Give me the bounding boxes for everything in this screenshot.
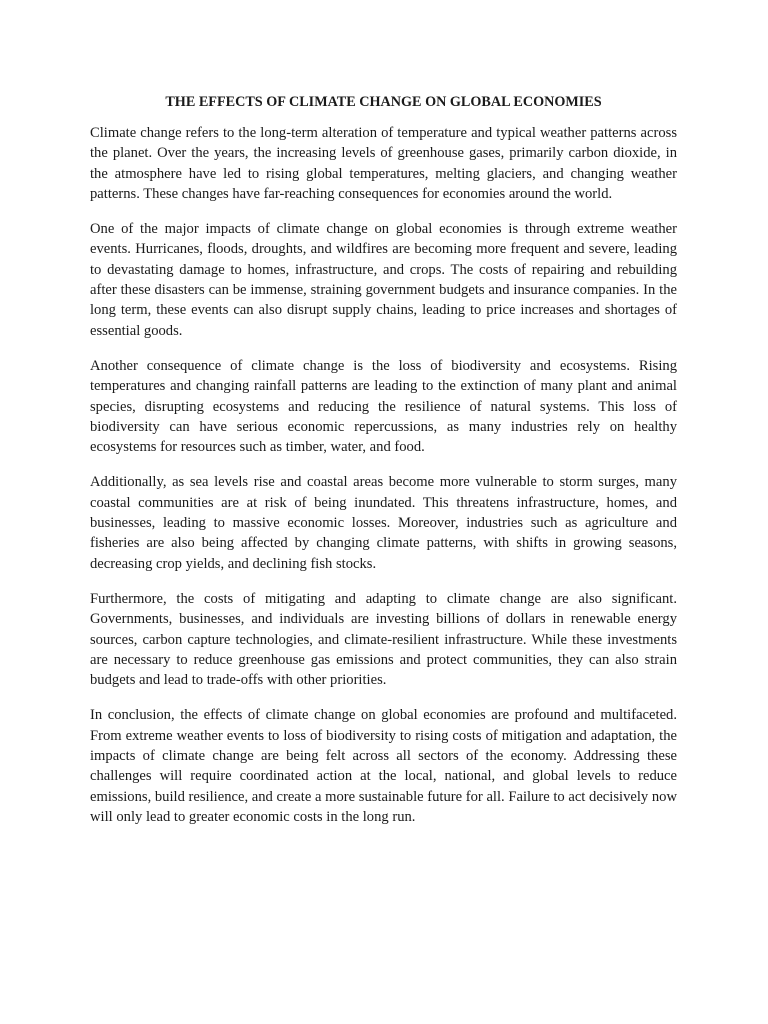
paragraph-biodiversity: Another consequence of climate change is the loss of biodiversity and ecosystems. Rising temperatures and changing rainfall patterns are leading to the extinction of many plant and animal species, disrupting ecosystems and reducing the resilience of natural systems. This loss of biodiversity can have serious economic repercussions, as many industries rely on healthy ecosystems for resources such as timber, water, and food. (90, 357, 677, 456)
paragraph-sea-levels: Additionally, as sea levels rise and coastal areas become more vulnerable to storm surges, many coastal communities are at risk of being inundated. This threatens infrastructure, homes, and businesses, leading to massive economic losses. Moreover, industries such as agriculture and fisheries are also being affected by changing climate patterns, with shifts in growing seasons, decreasing crop yields, and declining fish stocks. (90, 474, 677, 572)
document-body (90, 93, 677, 842)
document-title: THE EFFECTS OF CLIMATE CHANGE ON GLOBAL ECONOMIES (165, 94, 602, 110)
paragraph-conclusion: In conclusion, the effects of climate change on global economies are profound and multifaceted. From extreme weather events to loss of biodiversity to rising costs of mitigation and adaptation, the impacts of climate change are being felt across all sectors of the economy. Addressing these challenges will require coordinated action at the local, national, and global levels to reduce emissions, build resilience, and create a more sustainable future for all. Failure to act decisively now will only lead to greater economic costs in the long run. (90, 707, 677, 825)
paragraph-mitigation-costs: Furthermore, the costs of mitigating and adapting to climate change are also significant. Governments, businesses, and individuals are investing billions of dollars in renewable energy sources, carbon capture technologies, and climate-resilient infrastructure. While these investments are necessary to reduce greenhouse gas emissions and protect communities, they can also strain budgets and lead to trade-offs with other priorities. (90, 590, 677, 689)
paragraph-introduction: Climate change refers to the long-term alteration of temperature and typical weather patterns across the planet. Over the years, the increasing levels of greenhouse gases, primarily carbon dioxide, in the atmosphere have led to rising global temperatures, melting glaciers, and changing weather patterns. These changes have far-reaching consequences for economies around the world. (90, 125, 677, 202)
paragraph-extreme-weather: One of the major impacts of climate change on global economies is through extreme weather events. Hurricanes, floods, droughts, and wildfires are becoming more frequent and severe, leading to devastating damage to homes, infrastructure, and crops. The costs of repairing and rebuilding after these disasters can be immense, straining government budgets and insurance companies. In the long term, these events can also disrupt supply chains, leading to price increases and shortages of essential goods. (90, 221, 677, 339)
